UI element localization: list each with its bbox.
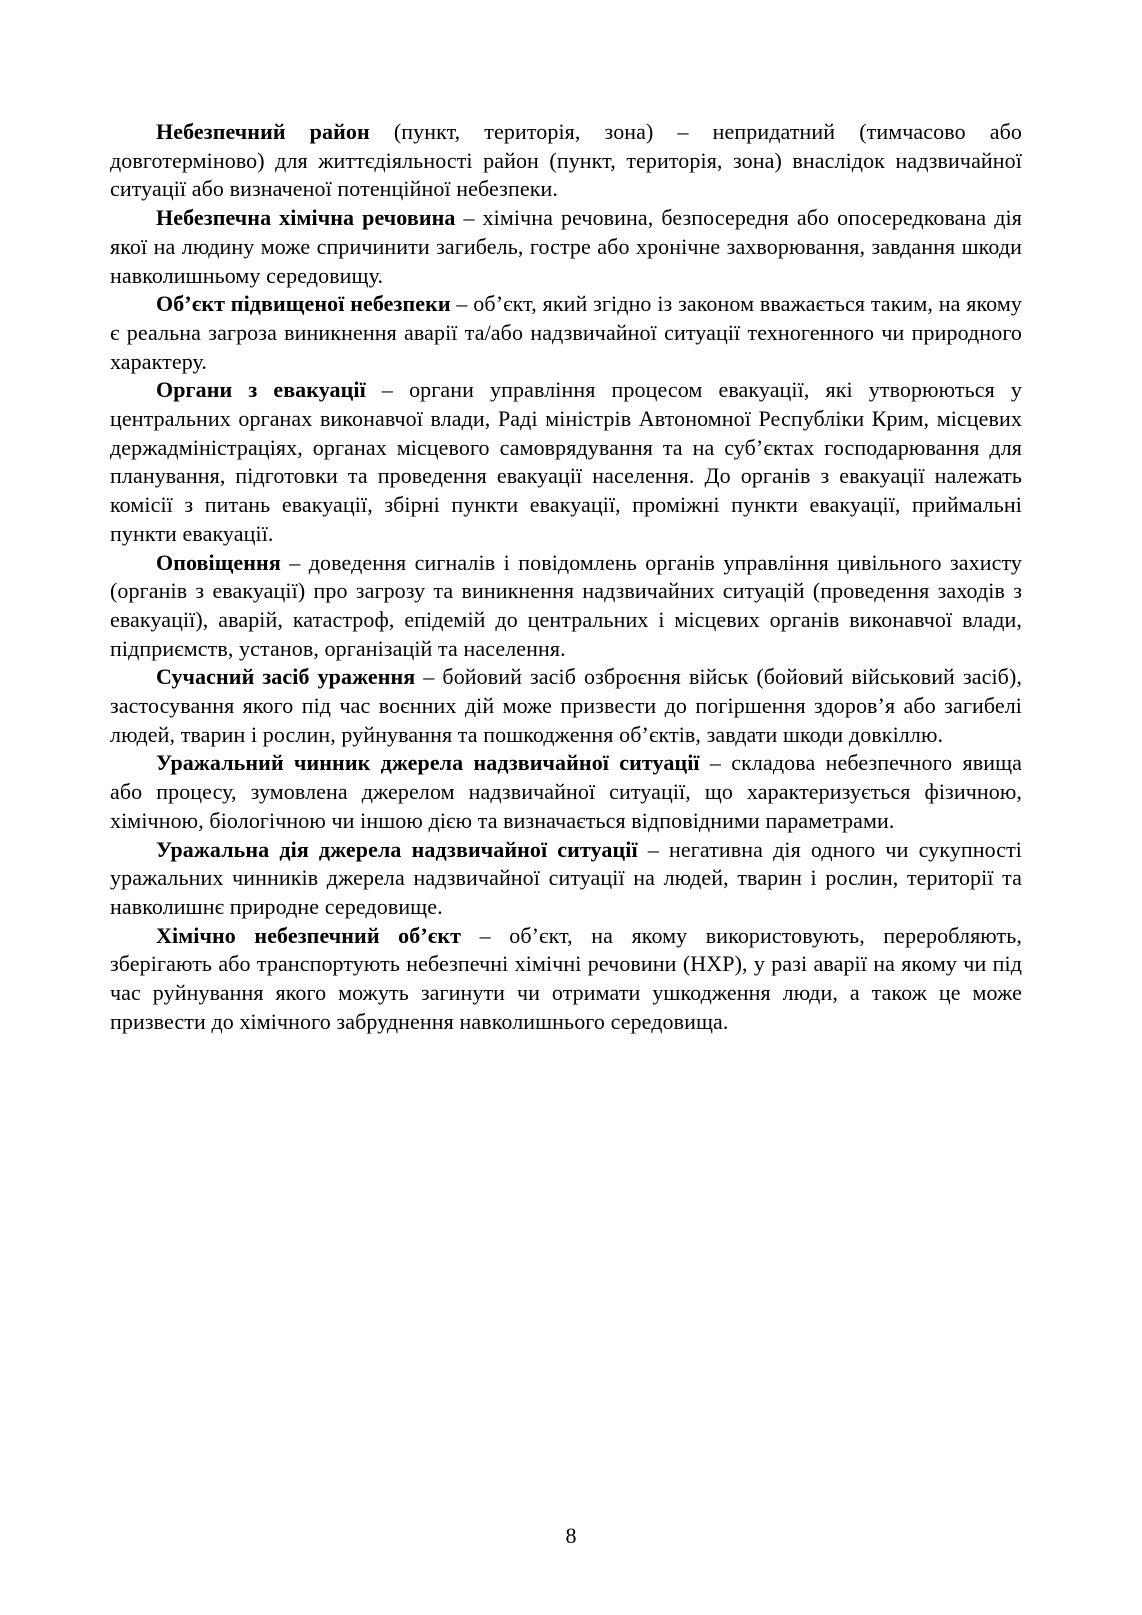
- definition-paragraph: [110, 290, 1022, 376]
- definition-term: Сучасний засіб ураження: [156, 664, 416, 690]
- definition-paragraph: [110, 549, 1022, 664]
- definition-text: – органи управління процесом евакуації, які утворюються у центральних органах виконавчої влади, Раді міністрів Автономної Республіки Крим, місцевих держадміністраціях, органах місцевого самоврядування та на суб’єктах господарювання для планування, підготовки та проведення евакуації населення. До органів з евакуації належать комісії з питань евакуації, збірні пункти евакуації, проміжні пункти евакуації, приймальні пункти евакуації.: [110, 377, 1022, 546]
- definition-term: Хімічно небезпечний об’єкт: [156, 922, 462, 948]
- definition-paragraph: [110, 118, 1022, 204]
- definition-text: – доведення сигналів і повідомлень органів управління цивільного захисту (органів з евакуації) про загрозу та виникнення надзвичайних ситуацій (проведення заходів з евакуації), аварій, катастроф, епідемій до центральних і місцевих органів виконавчої влади, підприємств, установ, організацій та населення.: [110, 549, 1022, 661]
- definition-paragraph: [110, 836, 1022, 922]
- definition-term: Уражальний чинник джерела надзвичайної ситуації: [156, 750, 700, 776]
- definition-paragraph: [110, 376, 1022, 548]
- definition-text: – хімічна речовина, безпосередня або опосередкована дія якої на людину може спричинити загибель, гостре або хронічне захворювання, завдання шкоди навколишньому середовищу.: [110, 205, 1022, 288]
- definition-text: (пункт, територія, зона) – непридатний (тимчасово або довготерміново) для життєдіяльності район (пункт, територія, зона) внаслідок надзвичайної ситуації або визначеної потенційної небезпеки.: [110, 119, 1022, 202]
- page-number: 8: [565, 1523, 577, 1548]
- definition-paragraph: [110, 922, 1022, 1037]
- definition-term: Уражальна дія джерела надзвичайної ситуації: [156, 836, 638, 862]
- definition-paragraph: [110, 204, 1022, 290]
- definition-term: Об’єкт підвищеної небезпеки: [156, 291, 451, 317]
- definition-term: Оповіщення: [156, 549, 281, 575]
- definition-paragraph: [110, 663, 1022, 749]
- definition-text: – об’єкт, на якому використовують, переробляють, зберігають або транспортують небезпечні хімічні речовини (НХР), у разі аварії на якому чи під час руйнування якого можуть загинути чи отримати ушкодження люди, а також це може призвести до хімічного забруднення навколишнього середовища.: [110, 922, 1022, 1034]
- definition-term: Органи з евакуації: [156, 377, 366, 403]
- definitions-list: [110, 118, 1022, 1037]
- definition-term: Небезпечний район: [156, 119, 370, 144]
- definition-paragraph: [110, 749, 1022, 835]
- definition-text: – об’єкт, який згідно із законом вважається таким, на якому є реальна загроза виникнення аварії та/або надзвичайної ситуації техногенного чи природного характеру.: [110, 291, 1022, 374]
- definition-text: – негативна дія одного чи сукупності уражальних чинників джерела надзвичайної ситуації на людей, тварин і рослин, території та навколишнє природне середовище.: [110, 836, 1023, 919]
- definition-text: – бойовий засіб озброєння військ (бойовий військовий засіб), застосування якого під час воєнних дій може призвести до погіршення здоров’я або загибелі людей, тварин і рослин, руйнування та пошкодження об’єктів, завдати шкоди довкіллю.: [110, 664, 1022, 747]
- definition-term: Небезпечна хімічна речовина: [156, 205, 456, 231]
- definition-text: – складова небезпечного явища або процесу, зумовлена джерелом надзвичайної ситуації, що характеризується фізичною, хімічною, біологічною чи іншою дією та визначається відповідними параметрами.: [110, 750, 1022, 833]
